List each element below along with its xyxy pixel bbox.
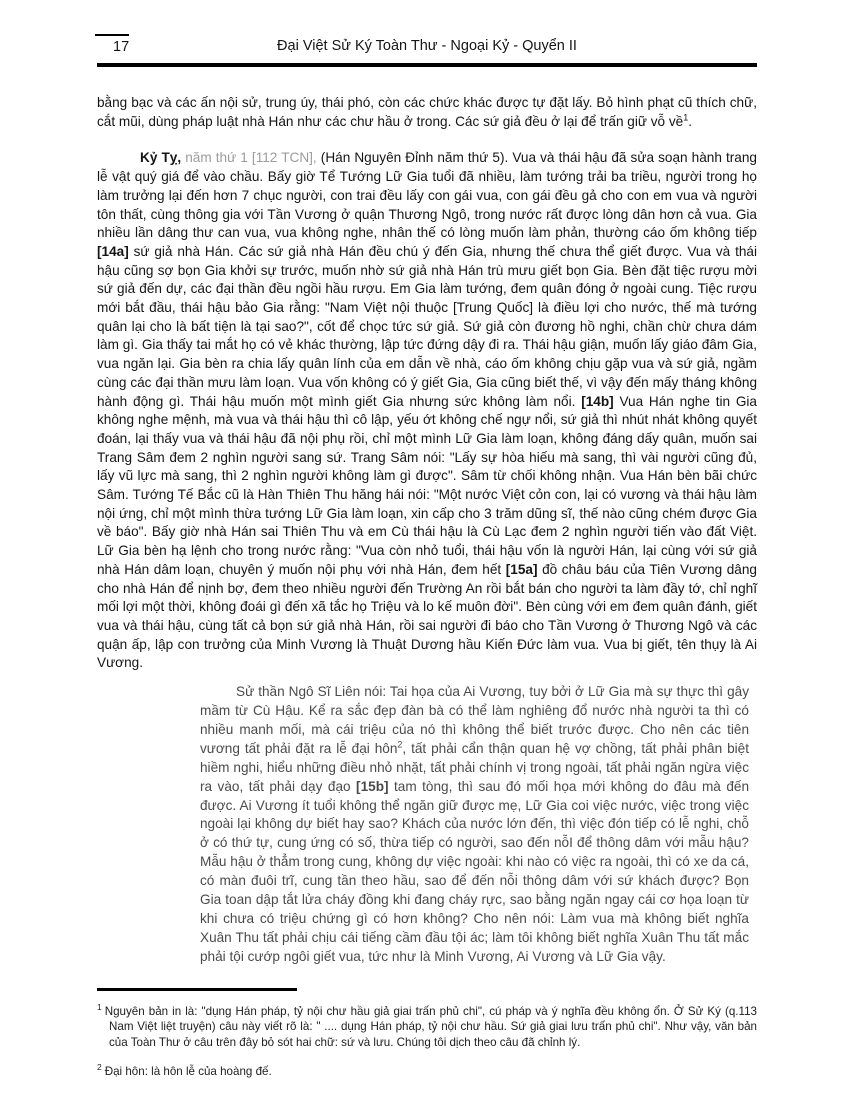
folio-marker: [14a] — [97, 243, 129, 259]
footnote-reference: 1 — [683, 112, 689, 123]
footnote-2-text: Đại hôn: là hôn lễ của hoàng đế. — [104, 1065, 272, 1079]
text-segment: năm thứ 1 [112 TCN], — [185, 150, 317, 166]
footnote-1-text: Nguyên bản in là: "dụng Hán pháp, tỷ nội chư hầu giả giai trấn phủ chi", cú pháp và ý nghĩa đều không ổn. Ở Sử Ký (q.113 Nam Việt liệt truyện) câu này viết rõ là: " .... dụng Hán pháp, tỷ nội chư hầu. Sứ giả giai lưu trấn phủ chi". Như vậy, văn bản của Toàn Thư ở câu trên đây bỏ sót hai chữ: sứ và lưu. Chúng tôi dịch theo câu đã chỉnh lý. — [104, 1004, 757, 1050]
text-segment: Sử thần Ngô Sĩ Liên nói: Tai họa của Ai Vương, tuy bởi ở Lữ Gia mà sự thực thì gây mầm từ Cù Hậu. Kể ra sắc đẹp đàn bà có thể làm nghiêng đổ nước nhà người ta thì có nhiều manh mối, mà cái triệu của nó thì không thể biết trước được. Cho nên các tiên vương tất phải đặt ra lễ đại hôn — [200, 684, 749, 756]
folio-marker: [15a] — [505, 561, 538, 577]
footnote-1 — [97, 1001, 757, 1051]
text-segment: , tất phải cẩn thận quan hệ vợ chồng, tất phải phân biệt hiềm nghi, hiểu những điều nhỏ nhặt, tất phải chính vị trong ngoài, tất phải ngăn ngừa việc ra vào, tất phải dạy đạo — [200, 740, 749, 794]
footnote-reference: 2 — [397, 739, 403, 750]
paragraph-continuation — [97, 94, 757, 131]
footnote-section — [97, 988, 757, 1080]
folio-marker: [15b] — [356, 778, 389, 794]
historian-comment-block — [200, 683, 749, 967]
text-segment: (Hán Nguyên Đỉnh năm thứ 5). Vua và thái hậu đã sửa soạn hành trang lễ vật quý giá để vào chầu. Bấy giờ Tể Tướng Lữ Gia tuổi đã nhiều, làm tướng trải ba triều, người trong họ làm trưởng lại đến hơn 7 chục người, con trai đều lấy con gái vua, con gái đều gả cho con em vua và người tôn thất, cùng thông gia với Tần Vương ở quận Thương Ngô, trong nước rất được lòng dân hơn cả vua. Gia nhiều lần dâng thư can vua, vua không nghe, nhân thế có lòng muốn làm phản, thường cáo ốm không tiếp — [97, 150, 757, 241]
text-segment: đồ châu báu của Tiên Vương dâng cho nhà Hán để nịnh bợ, đem theo nhiều người đến Trường An rồi bắt bán cho người ta làm đầy tớ, chỉ nghĩ mối lợi một thời, không đoái gì đến xã tắc họ Triệu và lo kế muôn đời". Bèn cùng với em đem quân đánh, giết vua và thái hậu, cùng tất cả bọn sứ giả nhà Hán, rồi sai người đi báo cho Tần Vương ở Thương Ngô và các quận ấp, lập con trưởng của Minh Vương là Thuật Dương hầu Kiến Đức làm vua. Vua bị giết, tên thụy là Ai Vương. — [97, 561, 757, 671]
footnote-rule — [97, 988, 297, 991]
text-segment: sứ giả nhà Hán. Các sứ giả nhà Hán đều chú ý đến Gia, nhưng thế chưa thể giết được. Vua và thái hậu cũng sợ bọn Gia khởi sự trước, muốn nhờ sứ giả nhà Hán trù mưu giết bọn Gia. Bèn đặt tiệc rượu mời sứ giả đến dự, các đại thần đều ngồi hầu rượu. Em Gia làm tướng, đem quân đóng ở ngoài cung. Tiệc rượu mới bắt đầu, thái hậu bảo Gia rằng: "Nam Việt nội thuộc [Trung Quốc] là điều lợi cho nước, thế mà tướng quân lại cho là bất tiện là tại sao?", cốt để chọc tức sứ giả. Sứ giả còn đương hồ nghi, chần chừ chưa dám làm gì. Gia thấy tai mắt họ có vẻ khác thường, lập tức đứng dậy đi ra. Thái hậu giận, muốn lấy giáo đâm Gia, vua ngăn lại. Gia bèn ra chia lấy quân lính của em dẫn về nhà, cáo ốm không chịu gặp vua và sứ giả, ngầm cùng các đại thần mưu làm loạn. Vua vốn không có ý giết Gia, Gia cũng biết thế, vì vậy đến mấy tháng không hành động gì. Thái hậu muốn một mình giết Gia nhưng sức không làm nổi. — [97, 243, 757, 409]
text-segment: . — [688, 113, 693, 129]
folio-marker: [14b] — [581, 393, 614, 409]
footnote-2-marker: 2 — [97, 1062, 102, 1073]
text-segment: tam tòng, thì sau đó mối họa mới không do đâu mà đến được. Ai Vương ít tuổi không thể ngăn giữ được mẹ, Lữ Gia coi việc nước, việc trong việc ngoài lại không dự biết hay sao? Khách của nước lớn đến, thì việc đón tiếp có lễ nghi, chỗ ở có thứ tự, cung ứng có số, thừa tiếp có người, sao đến nỗI để thông dâm với mẫu hậu? Mẫu hậu ở thẳm trong cung, không dự việc ngoài: khi nào có việc ra ngoài, thì có xe da cá, có màn đuôi trĩ, cung tần theo hầu, sao để đến nỗi thông dâm với sứ khách được? Bọn Gia toan dập tắt lửa cháy đồng khi đang cháy rực, sao bằng ngăn ngay cái cơ họa loạn từ khi chưa có triệu chứng gì có hơn không? Cho nên nói: Làm vua mà không biết nghĩa Xuân Thu tất phải chịu cái tiếng cầm đầu tội ác; làm tôi không biết nghĩa Xuân Thu tất mắc phải tội cướp ngôi giết vua, tức như là Minh Vương, Ai Vương và Lữ Gia vậy. — [200, 778, 749, 964]
page-header — [97, 38, 757, 58]
text-segment: Vua Hán nghe tin Gia không nghe mệnh, mà vua và thái hậu thì cô lập, yếu ớt không chế ngự nổi, sứ giả thì nhút nhát không quyết đoán, lại thấy vua và thái hậu đã nội phụ rồi, chỉ một mình Lữ Gia làm loạn, không đáng dấy quân, muốn sai Trang Sâm đem 2 nghìn người sang sứ. Trang Sâm nói: "Lấy sự hòa hiếu mà sang, thì vài người cũng đủ, lấy vũ lực mà sang, thì 2 nghìn người không làm gì được". Sâm từ chối không nhận. Vua Hán bèn bãi chức Sâm. Tướng Tế Bắc cũ là Hàn Thiên Thu hăng hái nói: "Một nước Việt cỏn con, lại có vương và thái hậu làm nội ứng, chỉ một mình thừa tướng Lữ Gia làm loạn, xin cấp cho 3 trăm dũng sĩ, thế nào cũng chém được Gia về báo". Bấy giờ nhà Hán sai Thiên Thu và em Cù thái hậu là Cù Lạc đem 2 nghìn người tiến vào đất Việt. Lữ Gia bèn hạ lệnh cho trong nước rằng: "Vua còn nhỏ tuổi, thái hậu vốn là người Hán, lại cùng với sứ giả nhà Hán dâm loạn, chuyên ý muốn nội phụ với nhà Hán, đem hết — [97, 393, 757, 577]
paragraph-ky-ty — [97, 149, 757, 673]
footnote-2 — [97, 1064, 757, 1080]
page-edge-mark — [95, 34, 129, 36]
page-body — [97, 94, 757, 967]
footnote-1-marker: 1 — [97, 1001, 102, 1012]
page-number: 17 — [113, 39, 130, 55]
text-segment: Kỷ Tỵ, — [140, 150, 182, 166]
header-rule — [97, 63, 757, 67]
text-segment: bằng bạc và các ấn nội sử, trung úy, thái phó, còn các chức khác được tự đặt lấy. Bỏ hình phạt cũ thích chữ, cắt mũi, dùng pháp luật nhà Hán như các chư hầu ở trong. Các sứ giả đều ở lại để trấn giữ vỗ về — [97, 95, 757, 129]
page-title: Đại Việt Sử Ký Toàn Thư - Ngoại Kỷ - Quyển II — [277, 38, 577, 54]
